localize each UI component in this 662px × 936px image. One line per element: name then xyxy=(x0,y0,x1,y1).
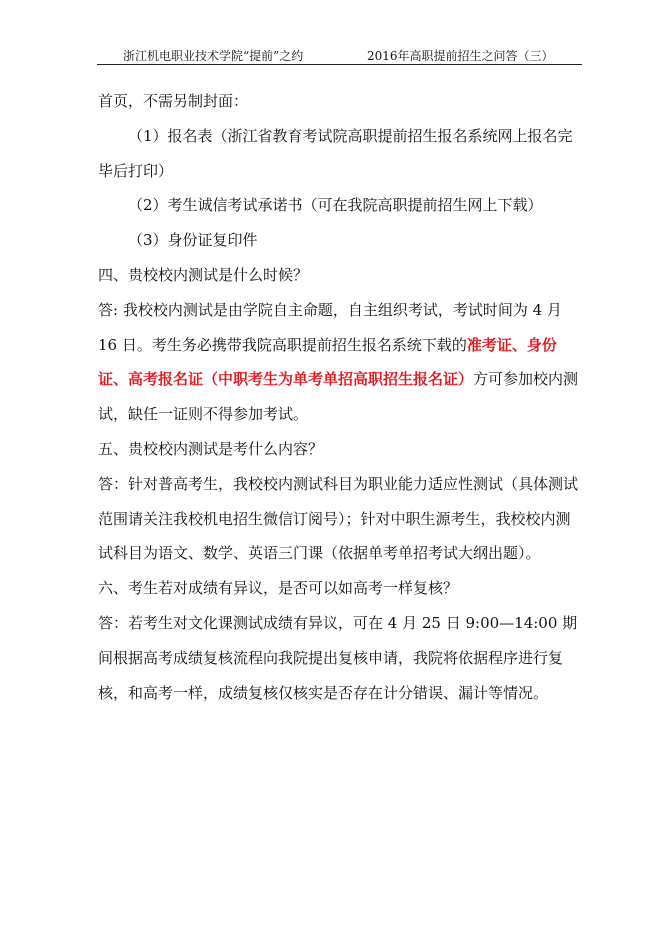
intro-line: 首页，不需另制封面： xyxy=(98,92,249,110)
materials-item-1: （1）报名表（浙江省教育考试院高职提前招生报名系统网上报名完毕后打印） xyxy=(98,126,573,180)
answer-4-text-end: 方可参加校内测试，缺任一证则不得参加考试。 xyxy=(98,370,579,424)
question-6: 六、考生若对成绩有异议，是否可以如高考一样复核？ xyxy=(98,579,459,598)
answer-6: 答：若考生对文化课测试成绩有异议，可在 4 月 25 日 9:00—14:00 期间根据高考成绩复核流程向我院提出复核申请，我院将依据程序进行复核，和高考一样，成绩复核仅核实是否存在计分错误、漏计等情况。 xyxy=(98,613,578,702)
question-5: 五、贵校校内测试是考什么内容？ xyxy=(98,439,324,458)
question-4: 四、贵校校内测试是什么时候？ xyxy=(98,265,309,284)
page-header xyxy=(97,42,582,65)
document-body xyxy=(98,84,584,710)
answer-5: 答：针对普高考生，我校校内测试科目为职业能力适应性测试（具体测试范围请关注我校机电招生微信订阅号）；针对中职生源考生，我校校内测试科目为语文、数学、英语三门课（依据单考单招考试大纲出题）。 xyxy=(98,474,579,563)
answer-4-text-start: 答: 我校校内测试是由学院自主命题，自主组织考试，考试时间为 4 月 16 日。考生务必携带我院高职提前招生报名系统下载的 xyxy=(98,300,562,354)
header-document-title: 2016年高职提前招生之问答（三） xyxy=(367,49,554,63)
materials-item-3: （3）身份证复印件 xyxy=(128,231,258,250)
answer-4 xyxy=(98,293,584,432)
answer-4-highlight: 准考证、身份证、高考报名证（中职考生为单考单招高职招生报名证） xyxy=(98,335,557,389)
header-school-title: 浙江机电职业技术学院“提前”之约 xyxy=(123,49,304,63)
materials-item-2: （2）考生诚信考试承诺书（可在我院高职提前招生网上下载） xyxy=(128,196,543,215)
